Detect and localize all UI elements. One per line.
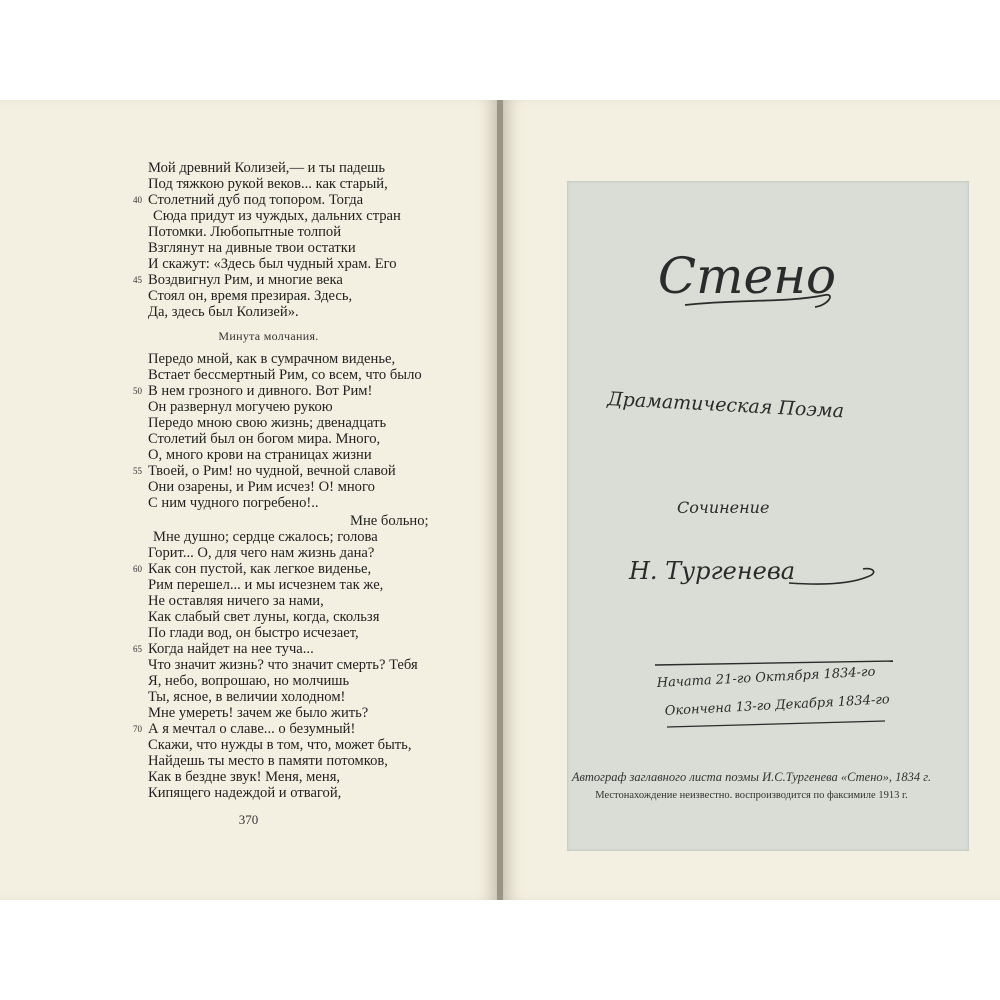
poem-line: Сюда придут из чуждых, дальних стран [153, 208, 401, 224]
poem-line: Он развернул могучею рукою [148, 399, 333, 415]
poem-line: Кипящего надеждой и отвагой, [148, 785, 342, 801]
poem-line: В нем грозного и дивного. Вот Рим! [148, 383, 373, 399]
poem-line: Встает бессмертный Рим, со всем, что было [148, 367, 422, 383]
manuscript-author: Н. Тургенева [629, 557, 796, 585]
poem-line: Мне больно; [350, 513, 429, 529]
poem-line: Столетий был он богом мира. Много, [148, 431, 381, 447]
poem-line: Как в бездне звук! Меня, меня, [148, 769, 341, 785]
line-number: 50 [133, 386, 142, 396]
poem-line: Что значит жизнь? что значит смерть? Тебя [148, 657, 418, 673]
manuscript-start-date: Начата 21-го Октября 1834-го [656, 664, 876, 691]
poem-line: Ты, ясное, в величии холодном! [148, 689, 346, 705]
poem-line: Я, небо, вопрошаю, но молчишь [148, 673, 350, 689]
manuscript-title: Стено [657, 247, 837, 305]
figure-caption: Автограф заглавного листа поэмы И.С.Тургенева «Стено», 1834 г. [571, 770, 932, 784]
poem-line: Потомки. Любопытные толпой [148, 224, 342, 240]
poem-line: Передо мной, как в сумрачном виденье, [148, 351, 396, 367]
manuscript-subtitle: Драматическая Поэма [606, 388, 845, 423]
poem-line: Когда найдет на нее туча... [148, 641, 314, 657]
manuscript-facsimile [567, 181, 969, 851]
poem-line: О, много крови на страницах жизни [148, 447, 372, 463]
figure-source-note: Местонахождение неизвестно. воспроизводится по факсимиле 1913 г. [595, 790, 908, 801]
poem-line: Мне умереть! зачем же было жить? [148, 705, 369, 721]
poem-line: По глади вод, он быстро исчезает, [148, 625, 359, 641]
poem-line: Твоей, о Рим! но чудной, вечной славой [148, 463, 396, 479]
poem-line: Как сон пустой, как легкое виденье, [148, 561, 372, 577]
poem-line: Воздвигнул Рим, и многие века [148, 272, 343, 288]
poem-line: И скажут: «Здесь был чудный храм. Его [148, 256, 397, 272]
manuscript-by: Сочинение [677, 498, 770, 517]
poem-line: Стоял он, время презирая. Здесь, [148, 288, 353, 304]
poem-line: Взглянут на дивные твои остатки [148, 240, 356, 256]
book-spread [0, 100, 1000, 900]
manuscript-handwriting [567, 181, 969, 851]
poem-line: Мне душно; сердце сжалось; голова [153, 529, 378, 545]
poem-line: Горит... О, для чего нам жизнь дана? [148, 545, 375, 561]
poem-line: Они озарены, и Рим исчез! О! много [148, 479, 375, 495]
poem-line: Да, здесь был Колизей». [148, 304, 299, 320]
left-page [0, 100, 497, 900]
line-number: 60 [133, 564, 142, 574]
poem-line: Найдешь ты место в памяти потомков, [148, 753, 388, 769]
page-number: 370 [238, 812, 259, 827]
line-number: 45 [133, 275, 142, 285]
poem-line: Не оставляя ничего за нами, [148, 593, 324, 609]
poem-line: А я мечтал о славе... о безумный! [148, 721, 356, 737]
poem-line: Передо мною свою жизнь; двенадцать [148, 415, 387, 431]
stage-direction: Минута молчания. [218, 329, 319, 343]
poem-line: С ним чудного погребено!.. [148, 495, 319, 511]
poem-line: Скажи, что нужды в том, что, может быть, [148, 737, 412, 753]
poem-line: Как слабый свет луны, когда, скользя [148, 609, 380, 625]
line-number: 40 [133, 195, 142, 205]
right-page [503, 100, 1000, 900]
poem-text [0, 100, 497, 900]
poem-line: Мой древний Колизей,— и ты падешь [148, 160, 386, 176]
manuscript-end-date: Окончена 13-го Декабря 1834-го [664, 692, 891, 719]
poem-line: Под тяжкою рукой веков... как старый, [148, 176, 388, 192]
line-number: 65 [133, 644, 142, 654]
poem-line: Столетний дуб под топором. Тогда [148, 192, 364, 208]
poem-line: Рим перешел... и мы исчезнем так же, [148, 577, 384, 593]
line-number: 55 [133, 466, 142, 476]
line-number: 70 [133, 724, 142, 734]
